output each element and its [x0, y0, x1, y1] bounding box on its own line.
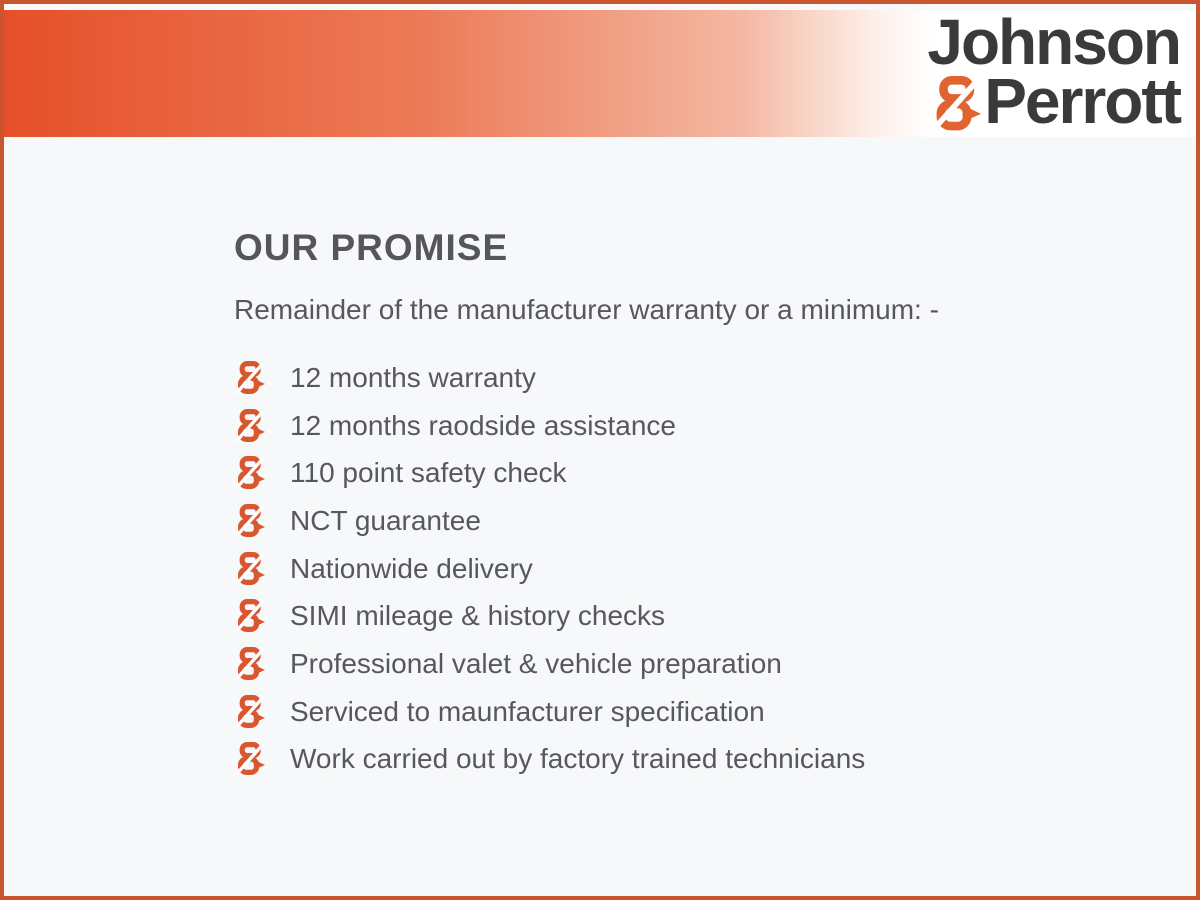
list-item-label: Serviced to maunfacturer specification: [290, 695, 765, 727]
page-title: OUR PROMISE: [234, 227, 509, 268]
list-item-label: SIMI mileage & history checks: [290, 600, 666, 632]
ampersand-bullet-icon: [236, 409, 266, 443]
ampersand-bullet-icon: [236, 361, 266, 395]
logo-text-johnson: Johnson: [927, 6, 1180, 78]
list-item-label: 12 months raodside assistance: [290, 409, 676, 441]
list-item-label: 110 point safety check: [290, 457, 567, 489]
list-item: [234, 354, 939, 402]
ampersand-bullet-icon: [236, 552, 266, 586]
list-item: [234, 449, 939, 497]
list-item-label: 12 months warranty: [290, 361, 536, 393]
list-item-label: Nationwide delivery: [290, 552, 533, 584]
list-item: [234, 592, 939, 640]
list-item: [234, 640, 939, 688]
list-item: [234, 497, 939, 545]
ampersand-bullet-icon: [236, 456, 266, 490]
list-item: [234, 688, 939, 736]
ampersand-bullet-icon: [236, 695, 266, 729]
list-item-label: Work carried out by factory trained technicians: [290, 743, 866, 775]
list-item: [234, 736, 939, 784]
ampersand-bullet-icon: [236, 504, 266, 538]
promise-subtitle: Remainder of the manufacturer warranty or a minimum: -: [234, 294, 939, 325]
list-item: [234, 402, 939, 450]
logo-text-perrott: Perrott: [984, 65, 1180, 137]
ampersand-bullet-icon: [236, 742, 266, 776]
ampersand-bullet-icon: [236, 599, 266, 633]
promise-section: [234, 228, 939, 783]
brand-logo: [927, 6, 1180, 137]
list-item: [234, 545, 939, 593]
ampersand-bullet-icon: [236, 647, 266, 681]
logo-line-2: [927, 65, 1180, 137]
list-item-label: NCT guarantee: [290, 504, 481, 536]
list-item-label: Professional valet & vehicle preparation: [290, 647, 782, 679]
logo-line-1: [927, 6, 1180, 78]
brand-ampersand-icon: [933, 76, 983, 132]
promise-list: [234, 354, 939, 783]
